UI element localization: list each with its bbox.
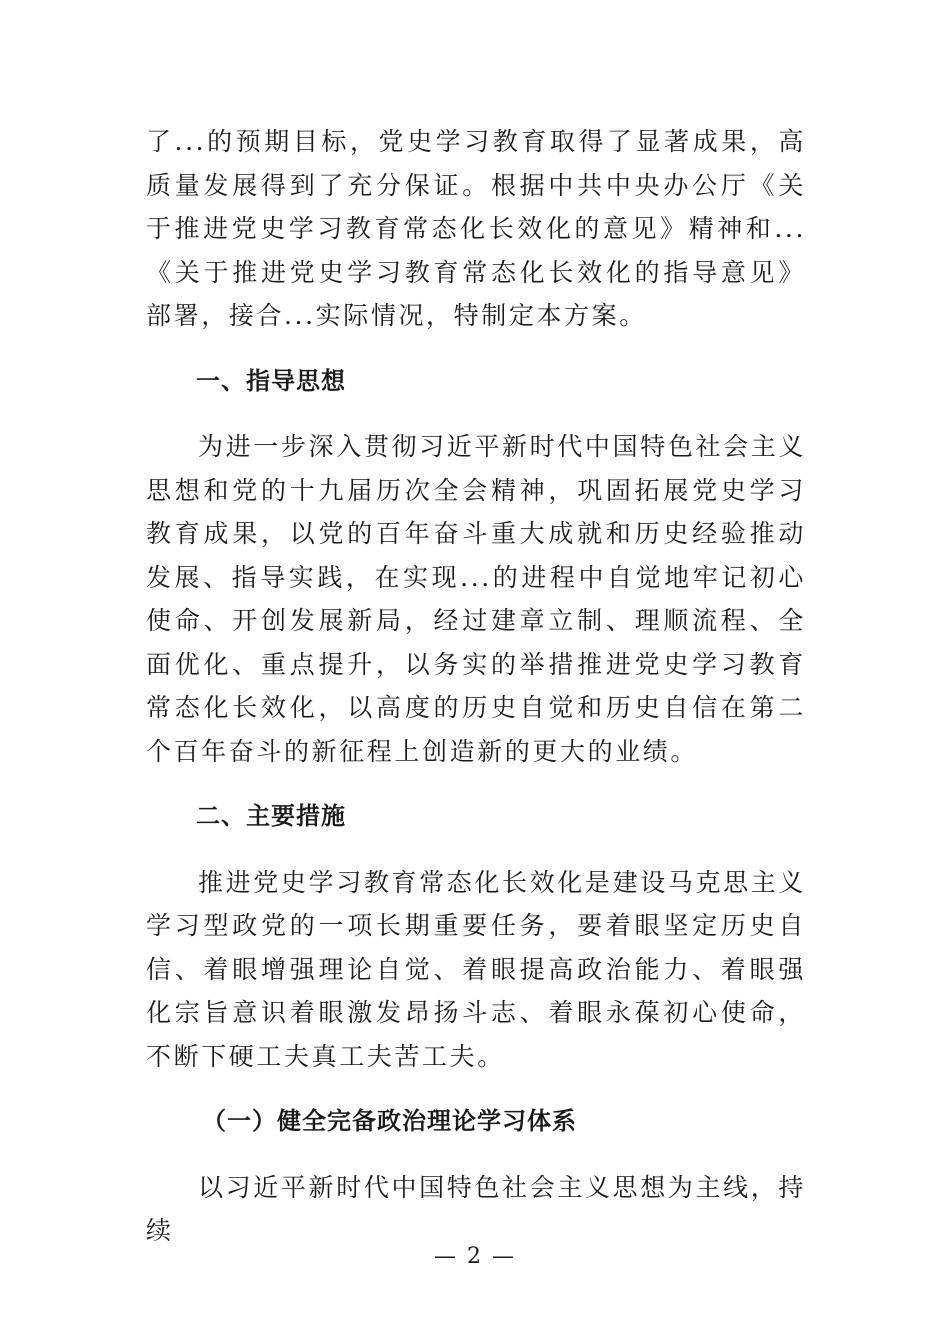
section-heading-guiding-thought: 一、指导思想: [196, 366, 346, 395]
subsection-heading-theory-study: （一）健全完备政治理论学习体系: [202, 1107, 577, 1135]
guiding-thought-paragraph: 为进一步深入贯彻习近平新时代中国特色社会主义思想和党的十九届历次全会精神，巩固拓展党史学习教育成果，以党的百年奋斗重大成就和历史经验推动发展、指导实践，在实现...的进程中自觉地牢记初心使命、开创发展新局，经过建章立制、理顺流程、全面优化、重点提升，以务实的举措推进党史学习教育常态化长效化，以高度的历史自觉和历史自信在第二个百年奋斗的新征程上创造新的更大的业绩。: [146, 432, 806, 766]
theory-study-paragraph: 以习近平新时代中国特色社会主义思想为主线，持续: [146, 1172, 806, 1245]
main-measures-paragraph: 推进党史学习教育常态化长效化是建设马克思主义学习型政党的一项长期重要任务，要着眼坚定历史自信、着眼增强理论自觉、着眼提高政治能力、着眼强化宗旨意识着眼激发昂扬斗志、着眼永葆初心使命，不断下硬工夫真工夫苦工夫。: [146, 867, 806, 1071]
document-body: [146, 120, 806, 1253]
page-number: — 2 —: [434, 1244, 516, 1269]
intro-paragraph: 了...的预期目标，党史学习教育取得了显著成果，高质量发展得到了充分保证。根据中共中央办公厅《关于推进党史学习教育常态化长效化的意见》精神和...《关于推进党史学习教育常态化长效化的指导意见》部署，接合...实际情况，特制定本方案。: [146, 127, 806, 330]
section-heading-main-measures: 二、主要措施: [196, 802, 346, 830]
